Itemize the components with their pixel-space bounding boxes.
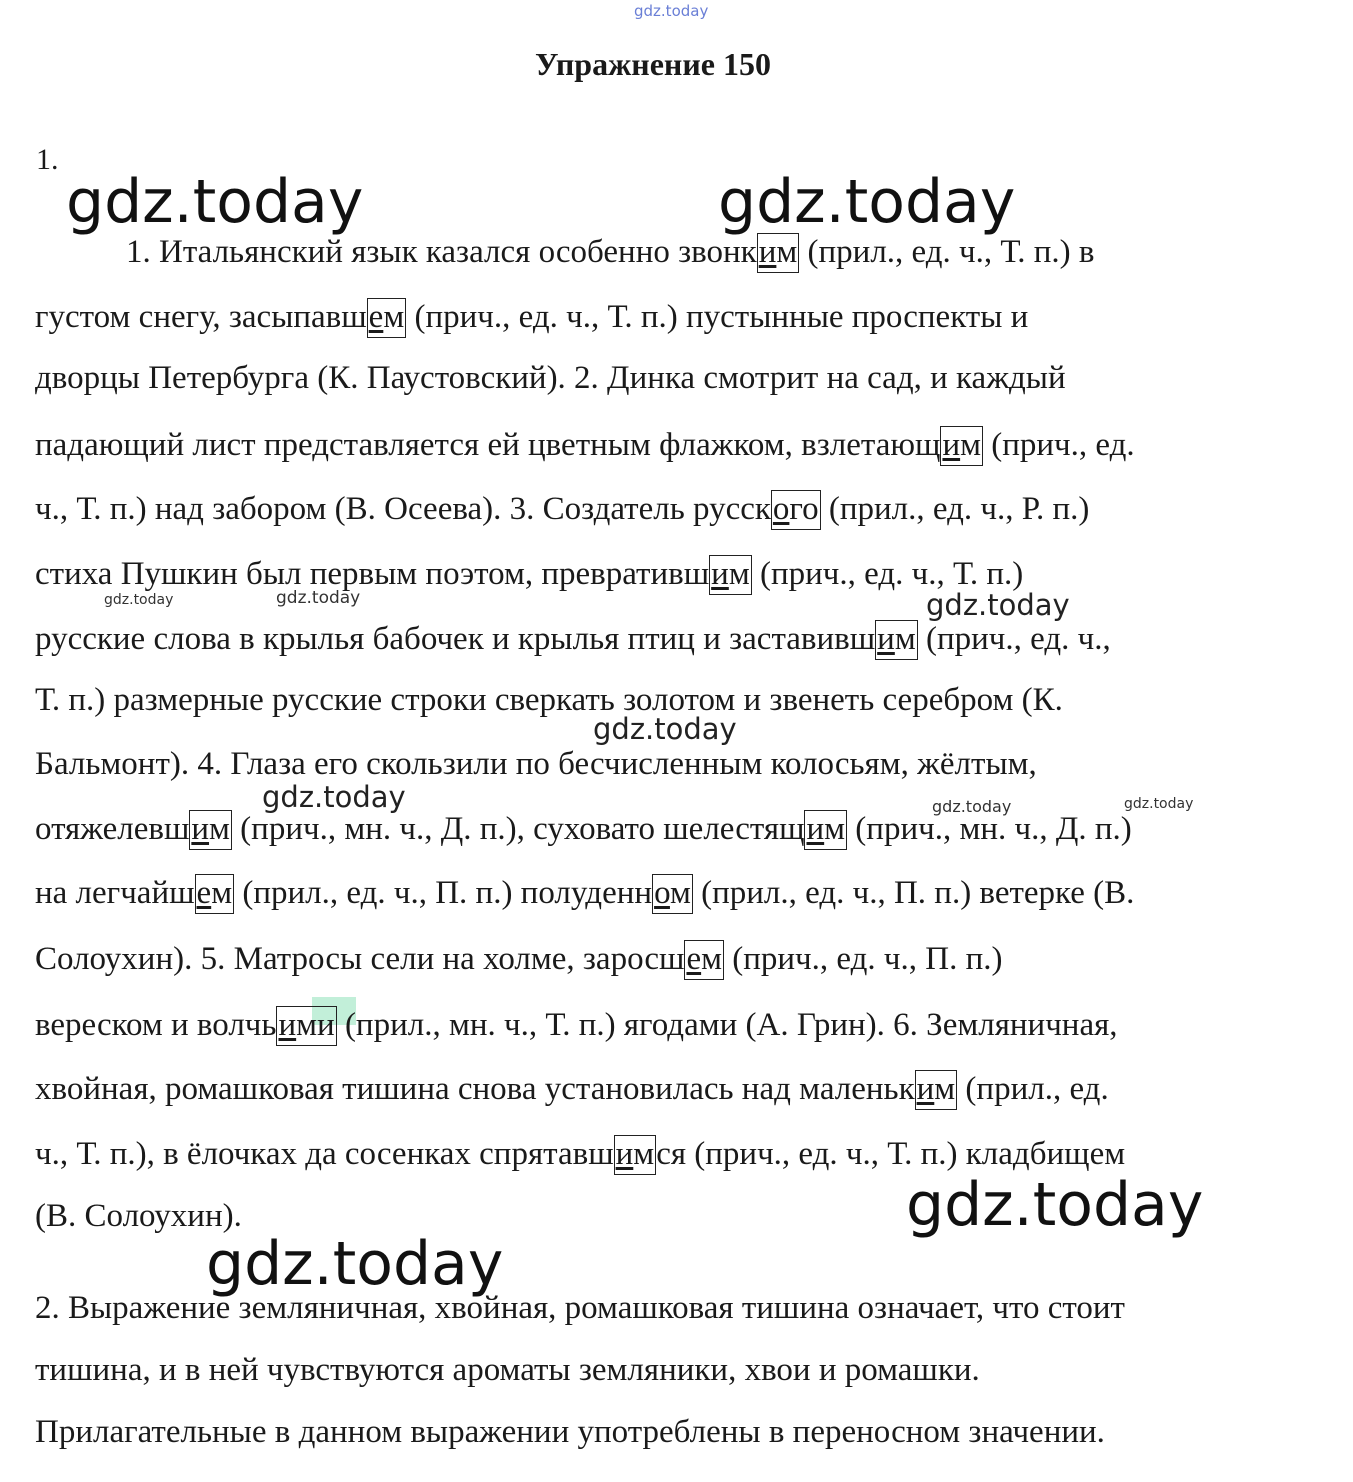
text-line: 1. Итальянский язык казался особенно звонким (прил., ед. ч., Т. п.) в <box>126 233 1094 273</box>
watermark-medium: gdz.today <box>926 588 1070 622</box>
part2-line: 2. Выражение земляничная, хвойная, ромашковая тишина означает, что стоит <box>35 1290 1125 1326</box>
text-line: дворцы Петербурга (К. Паустовский). 2. Динка смотрит на сад, и каждый <box>35 360 1066 396</box>
watermark-large: gdz.today <box>906 1170 1204 1240</box>
text-line: Бальмонт). 4. Глаза его скользили по бесчисленным колосьям, жёлтым, <box>35 746 1037 782</box>
watermark-top: gdz.today <box>634 2 709 20</box>
part1-label: 1. <box>36 143 59 176</box>
watermark-medium: gdz.today <box>262 780 406 814</box>
ending-box: им <box>189 810 232 850</box>
ending-box: им <box>614 1135 657 1175</box>
page-title: Упражнение 150 <box>534 46 771 82</box>
text-line: на легчайшем (прил., ед. ч., П. п.) полуденном (прил., ед. ч., П. п.) ветерке (В. <box>35 874 1134 914</box>
watermark-medium: gdz.today <box>593 712 737 746</box>
watermark-large: gdz.today <box>718 167 1016 237</box>
text-line: густом снегу, засыпавшем (прич., ед. ч., Т. п.) пустынные проспекты и <box>35 298 1028 338</box>
text-line: отяжелевшим (прич., мн. ч., Д. п.), суховато шелестящим (прич., мн. ч., Д. п.) <box>35 810 1132 850</box>
ending-box: ем <box>195 874 235 914</box>
ending-box: им <box>804 810 847 850</box>
ending-box: им <box>709 555 752 595</box>
part2-line: Прилагательные в данном выражении употреблены в переносном значении. <box>35 1414 1105 1450</box>
ending-box: ого <box>771 490 821 530</box>
text-line: русские слова в крылья бабочек и крылья птиц и заставившим (прич., ед. ч., <box>35 620 1111 660</box>
ending-box: ем <box>684 940 724 980</box>
ending-box: ими <box>276 1006 336 1046</box>
ending-box: им <box>915 1070 958 1110</box>
ending-box: ом <box>652 874 693 914</box>
text-line: ч., Т. п.) над забором (В. Осеева). 3. Создатель русского (прил., ед. ч., Р. п.) <box>35 490 1089 530</box>
part2-line: тишина, и в ней чувствуются ароматы земляники, хвои и ромашки. <box>35 1352 980 1388</box>
ending-box: ем <box>367 298 407 338</box>
text-line: (В. Солоухин). <box>35 1198 242 1234</box>
watermark-small: gdz.today <box>1124 796 1194 812</box>
ending-box: им <box>757 233 800 273</box>
watermark-small: gdz.today <box>276 588 361 608</box>
text-line: стиха Пушкин был первым поэтом, превратившим (прич., ед. ч., Т. п.) <box>35 555 1023 595</box>
watermark-small: gdz.today <box>104 592 174 608</box>
watermark-large: gdz.today <box>206 1229 504 1299</box>
ending-box: им <box>875 620 918 660</box>
text-line: вереском и волчьими (прил., мн. ч., Т. п.) ягодами (А. Грин). 6. Земляничная, <box>35 1006 1118 1046</box>
text-line: Солоухин). 5. Матросы сели на холме, заросшем (прич., ед. ч., П. п.) <box>35 940 1003 980</box>
text-line: хвойная, ромашковая тишина снова установилась над маленьким (прил., ед. <box>35 1070 1109 1110</box>
ending-box: им <box>940 426 983 466</box>
text-line: Т. п.) размерные русские строки сверкать золотом и звенеть серебром (К. <box>35 682 1063 718</box>
watermark-large: gdz.today <box>66 167 364 237</box>
watermark-small: gdz.today <box>932 797 1012 816</box>
text-line: падающий лист представляется ей цветным флажком, взлетающим (прич., ед. <box>35 426 1135 466</box>
text-line: ч., Т. п.), в ёлочках да сосенках спрятавшимся (прич., ед. ч., Т. п.) кладбищем <box>35 1135 1125 1175</box>
